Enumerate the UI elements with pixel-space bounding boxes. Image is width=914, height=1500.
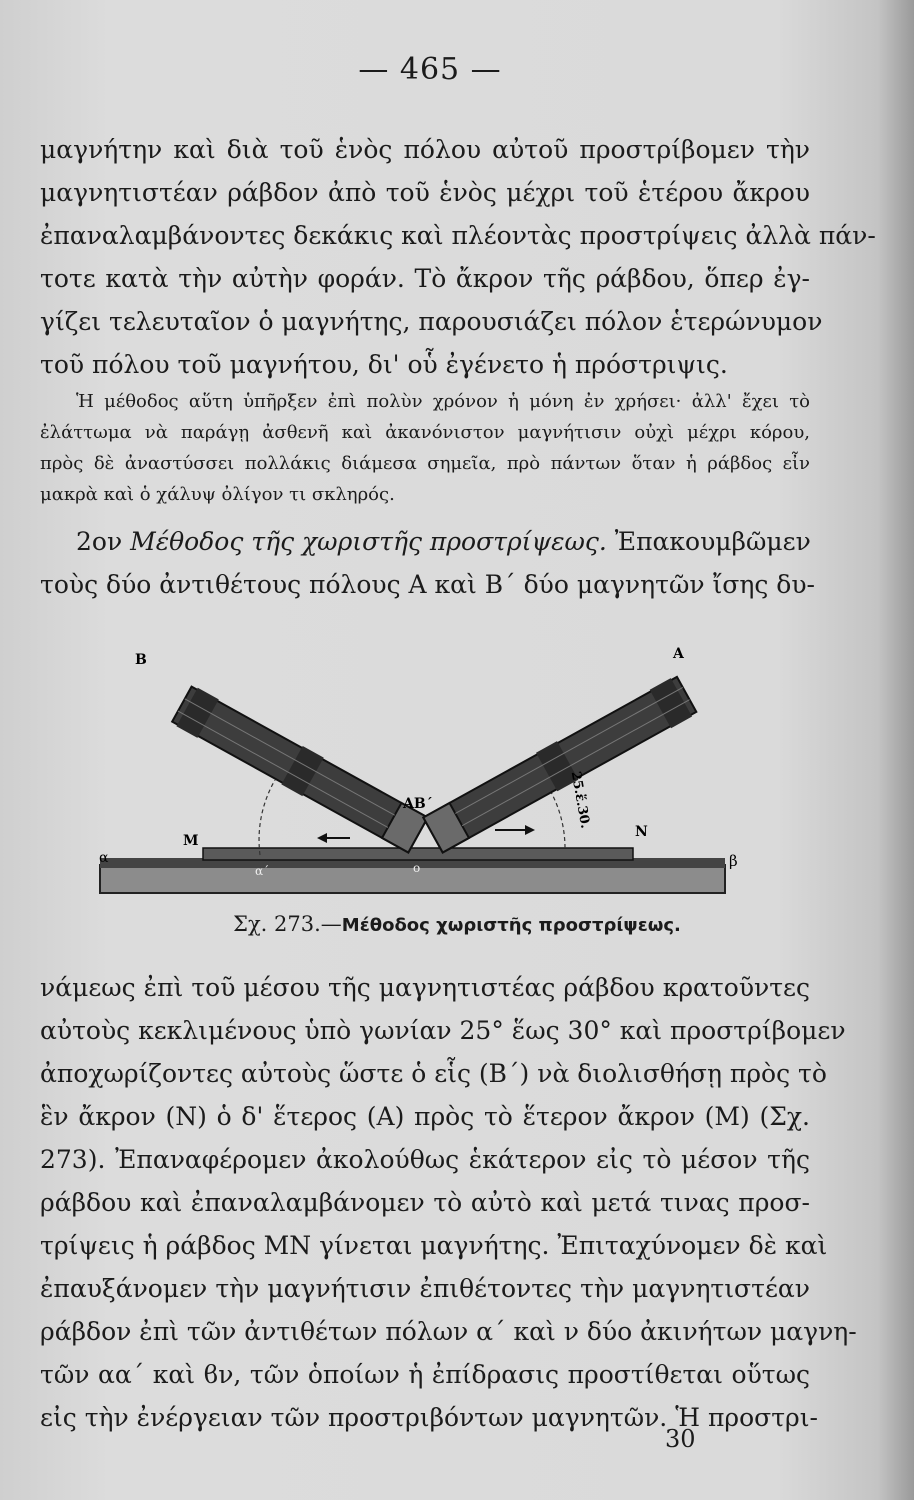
label-ab: ΑΒ΄	[403, 796, 433, 812]
text-line: νάμεως ἐπὶ τοῦ μέσου τῆς μαγνητιστέας ράβδου κρατοῦντες	[40, 973, 810, 1002]
arrowhead-left-icon	[317, 833, 327, 843]
text-line: ἐπαυξάνομεν τὴν μαγνήτισιν ἐπιθέτοντες τὴν μαγνητιστέαν	[40, 1274, 810, 1303]
label-n: N	[635, 824, 648, 840]
bar-mn	[203, 848, 633, 860]
label-alpha: α	[99, 850, 109, 866]
label-angle: 25.ἕ.30.	[567, 770, 593, 830]
text-line: τοτε κατὰ τὴν αὐτὴν φοράν. Τὸ ἄκρον τῆς ράβδου, ὅπερ ἐγ-	[40, 264, 810, 293]
text-line: ράβδου καὶ ἐπαναλαμβάνομεν τὸ αὐτὸ καὶ μετά τινας προσ-	[40, 1188, 810, 1217]
text-line: μακρὰ καὶ ὁ χάλυψ ὀλίγον τι σκληρός.	[40, 484, 395, 505]
text-line: τρίψεις ἡ ράβδος ΜΝ γίνεται μαγνήτης. Ἐπιταχύνομεν δὲ καὶ	[40, 1231, 828, 1260]
text-fragment: Ἐπακουμβῶμεν	[614, 527, 811, 556]
label-b: Β	[135, 652, 147, 668]
text-line: ράβδον ἐπὶ τῶν ἀντιθέτων πόλων α΄ καὶ ν δύο ἀκινήτων μαγνη-	[40, 1317, 857, 1346]
label-beta: β	[729, 852, 738, 870]
paragraph-3	[40, 966, 857, 1439]
angle-arc-left	[259, 780, 275, 855]
caption-prefix: Σχ. 273.—	[233, 912, 342, 936]
text-line: τοῦ πόλου τοῦ μαγνήτου, δι' οὗ ἐγένετο ἡ πρόστριψις.	[40, 350, 728, 379]
text-line: τῶν αα΄ καὶ ϐν, τῶν ὁποίων ἡ ἐπίδρασις προστίθεται οὕτως	[40, 1360, 810, 1389]
text-line: 273). Ἐπαναφέρομεν ἀκολούθως ἑκάτερον εἰς τὸ μέσον τῆς	[40, 1145, 810, 1174]
figure-caption	[0, 912, 914, 936]
label-alpha-prime: α΄	[255, 864, 270, 878]
text-line: γίζει τελευταῖον ὁ μαγνήτης, παρουσιάζει πόλον ἑτερώνυμον	[40, 307, 823, 336]
magnet-left	[171, 685, 428, 854]
page-number: — 465 —	[358, 52, 502, 87]
caption-title: Μέθοδος χωριστῆς προστρίψεως.	[341, 915, 681, 936]
text-line: ἀποχωρίζοντες αὐτοὺς ὥστε ὁ εἷς (Β΄) νὰ διολισθήσῃ πρὸς τὸ	[40, 1059, 827, 1088]
section-heading-line	[40, 520, 810, 563]
paragraph-2	[40, 520, 815, 606]
text-line: ἐπαναλαμβάνοντες δεκάκις καὶ πλέοντὰς προστρίψεις ἀλλὰ πάν-	[40, 221, 876, 250]
text-line: τοὺς δύο ἀντιθέτους πόλους Α καὶ Β΄ δύο μαγνητῶν ἴσης δυ-	[40, 570, 815, 599]
label-m: M	[183, 833, 199, 849]
magnet-figure	[95, 640, 745, 910]
text-line: μαγνητιστέαν ράβδον ἀπὸ τοῦ ἑνὸς μέχρι τοῦ ἑτέρου ἄκρου	[40, 178, 810, 207]
text-line: Ἡ μέθοδος αὕτη ὑπῆρξεν ἐπὶ πολὺν χρόνον ἡ μόνη ἐν χρήσει· ἀλλ' ἔχει τὸ	[76, 391, 810, 412]
text-line: αὐτοὺς κεκλιμένους ὑπὸ γωνίαν 25° ἕως 30° καὶ προστρίβομεν	[40, 1016, 846, 1045]
label-o: o	[413, 861, 421, 875]
signature-mark: 30	[665, 1425, 696, 1453]
footnote-paragraph	[40, 386, 810, 510]
paragraph-1	[40, 128, 876, 386]
section-number: 2ον	[76, 527, 123, 556]
arrowhead-right-icon	[525, 825, 535, 835]
text-line: ἐλάττωμα νὰ παράγῃ ἀσθενῆ καὶ ἀκανόνιστον μαγνήτισιν οὐχὶ μέχρι κόρου,	[40, 422, 810, 443]
text-line: μαγνήτην καὶ διὰ τοῦ ἑνὸς πόλου αὐτοῦ προστρίβομεν τὴν	[40, 135, 810, 164]
text-line: πρὸς δὲ ἀναστύσσει πολλάκις διάμεσα σημεῖα, πρὸ πάντων ὅταν ἡ ράβδος εἶν	[40, 453, 810, 474]
magnet-right	[422, 675, 697, 854]
text-line: ἓν ἄκρον (Ν) ὁ δ' ἕτερος (Α) πρὸς τὸ ἕτερον ἄκρον (Μ) (Σχ.	[40, 1102, 810, 1131]
section-title: Μέθοδος τῆς χωριστῆς προστρίψεως.	[130, 527, 607, 556]
text-line: εἰς τὴν ἐνέργειαν τῶν προστριβόντων μαγνητῶν. Ἡ προστρι-	[40, 1403, 818, 1432]
label-a: Α	[673, 646, 684, 662]
